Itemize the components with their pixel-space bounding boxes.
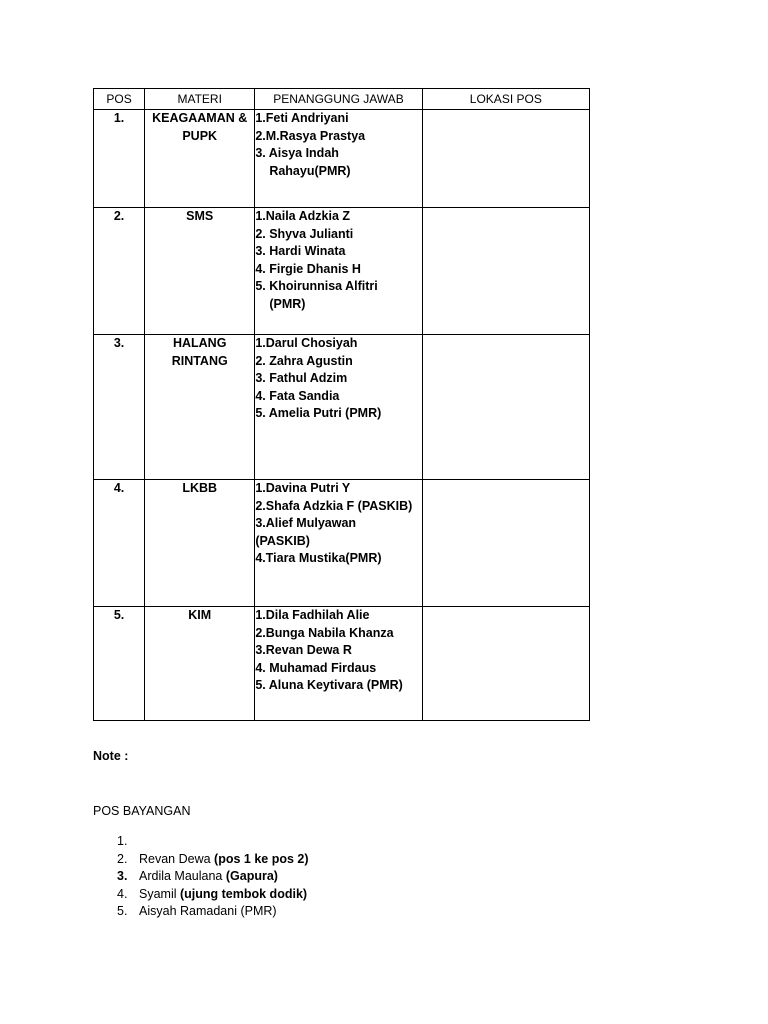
pj-name: 3. Aisya Indah (255, 146, 339, 160)
penanggung-jawab-cell (255, 335, 422, 480)
list-item (93, 903, 309, 921)
pos-number: 4. (94, 480, 145, 607)
pj-name: 3.Revan Dewa R (255, 643, 352, 657)
pos-assignment-table (93, 88, 590, 721)
list-detail: (ujung tembok dodik) (179, 886, 308, 901)
pj-name: 4. Firgie Dhanis H (255, 261, 361, 276)
materi-line: HALANG (172, 336, 227, 350)
list-name: Revan Dewa (139, 851, 215, 866)
pj-name: 2. Zahra Agustin (255, 353, 353, 368)
header-materi: MATERI (145, 89, 255, 110)
table-row (94, 335, 590, 480)
pj-name: 1.Naila Adzkia Z (255, 209, 351, 223)
list-number: 3. (117, 869, 128, 883)
table-header-row (94, 89, 590, 110)
materi-cell (145, 208, 255, 335)
pj-name: 3. Fathul Adzim (255, 371, 348, 385)
pj-name: (PMR) (269, 296, 306, 311)
pos-bayangan-title: POS BAYANGAN (93, 804, 191, 818)
header-penanggung-jawab: PENANGGUNG JAWAB (255, 89, 422, 110)
pj-name: 2. Shyva Julianti (255, 226, 354, 241)
pj-name: 1.Davina Putri Y (255, 481, 351, 495)
list-name: Syamil (139, 886, 180, 901)
pj-name: 2.Bunga Nabila Khanza (255, 625, 394, 640)
pj-name: 2.M.Rasya Prastya (255, 128, 366, 143)
materi-line: PUPK (182, 128, 218, 143)
header-lokasi-pos: LOKASI POS (422, 89, 589, 110)
materi-line: LKBB (182, 481, 218, 495)
lokasi-cell (422, 607, 589, 721)
pj-name: 5. Khoirunnisa Alfitri (255, 279, 378, 293)
materi-line: KIM (188, 608, 212, 622)
pos-number: 5. (94, 607, 145, 721)
pj-name: 3. Hardi Winata (255, 244, 346, 258)
list-number: 4. (117, 886, 128, 901)
pj-name: 4. Muhamad Firdaus (255, 660, 377, 675)
pj-name: Rahayu(PMR) (269, 163, 351, 178)
list-number: 1. (117, 834, 128, 848)
list-item (93, 851, 309, 869)
table-row (94, 480, 590, 607)
lokasi-cell (422, 208, 589, 335)
pos-number: 2. (94, 208, 145, 335)
materi-cell (145, 480, 255, 607)
pj-name: (PASKIB) (255, 533, 310, 548)
pj-name: 5. Aluna Keytivara (PMR) (255, 678, 403, 692)
penanggung-jawab-cell (255, 110, 422, 208)
materi-cell (145, 607, 255, 721)
list-name: Aisyah Ramadani (PMR) (139, 904, 277, 918)
lokasi-cell (422, 110, 589, 208)
lokasi-cell (422, 480, 589, 607)
pj-name: 3.Alief Mulyawan (255, 516, 357, 530)
list-detail: (pos 1 ke pos 2) (214, 851, 309, 866)
list-detail: (Gapura) (225, 869, 278, 883)
table-row (94, 208, 590, 335)
pos-number: 3. (94, 335, 145, 480)
penanggung-jawab-cell (255, 480, 422, 607)
list-number: 5. (117, 904, 128, 918)
pj-name: 1.Feti Andriyani (255, 111, 349, 125)
list-item (93, 833, 309, 851)
pj-name: 5. Amelia Putri (PMR) (255, 406, 382, 420)
materi-line: KEAGAAMAN & (152, 111, 248, 125)
list-name: Ardila Maulana (139, 869, 226, 883)
pos-number: 1. (94, 110, 145, 208)
penanggung-jawab-cell (255, 607, 422, 721)
penanggung-jawab-cell (255, 208, 422, 335)
materi-cell (145, 335, 255, 480)
pj-name: 2.Shafa Adzkia F (PASKIB) (255, 498, 413, 513)
lokasi-cell (422, 335, 589, 480)
materi-line: RINTANG (171, 353, 228, 368)
pj-name: 1.Dila Fadhilah Alie (255, 608, 370, 622)
materi-line: SMS (186, 209, 214, 223)
materi-cell (145, 110, 255, 208)
pos-bayangan-list (93, 833, 309, 921)
table-row (94, 607, 590, 721)
pj-name: 1.Darul Chosiyah (255, 336, 358, 350)
header-pos: POS (94, 89, 145, 110)
pj-name: 4.Tiara Mustika(PMR) (255, 551, 382, 565)
list-item (93, 886, 309, 904)
list-number: 2. (117, 851, 128, 866)
pj-name: 4. Fata Sandia (255, 388, 340, 403)
table-row (94, 110, 590, 208)
list-item (93, 868, 309, 886)
note-label: Note : (93, 749, 129, 763)
